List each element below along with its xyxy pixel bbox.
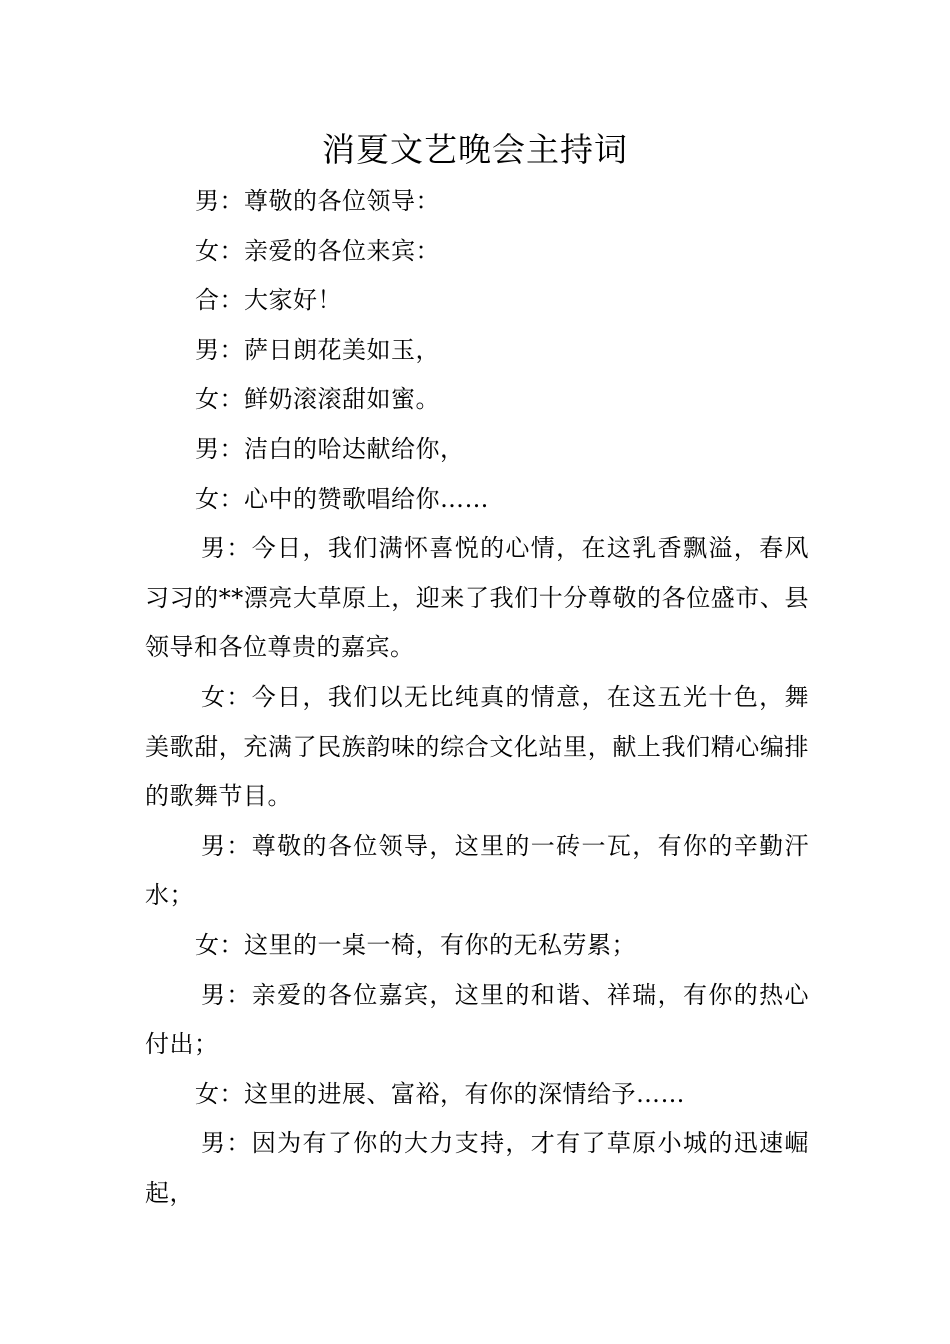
paragraph: 女：鲜奶滚滚甜如蜜。 — [195, 385, 440, 414]
paragraph: 女：亲爱的各位来宾： — [195, 236, 440, 265]
paragraph: 男：萨日朗花美如玉， — [195, 335, 440, 364]
paragraph: 男：洁白的哈达献给你， — [195, 434, 465, 463]
paragraph: 女：这里的进展、富裕，有你的深情给予…… — [195, 1079, 685, 1108]
paragraph: 女：心中的赞歌唱给你…… — [195, 484, 489, 513]
paragraph: 合：大家好！ — [195, 286, 342, 315]
paragraph: 女：这里的一桌一椅，有你的无私劳累； — [195, 930, 636, 959]
document-body — [145, 177, 809, 1218]
paragraph: 男：尊敬的各位领导： — [195, 187, 440, 215]
paragraph: 男：亲爱的各位嘉宾，这里的和谐、祥瑞，有你的热心付出； — [145, 980, 809, 1059]
paragraph: 男：尊敬的各位领导，这里的一砖一瓦，有你的辛勤汗水； — [145, 831, 809, 910]
paragraph: 女：今日，我们以无比纯真的情意，在这五光十色，舞美歌甜，充满了民族韵味的综合文化站里，献上我们精心编排的歌舞节目。 — [145, 682, 809, 811]
document-title: 消夏文艺晚会主持词 — [322, 130, 628, 169]
paragraph: 男：今日，我们满怀喜悦的心情，在这乳香飘溢，春风习习的**漂亮大草原上，迎来了我们十分尊敬的各位盛市、县领导和各位尊贵的嘉宾。 — [145, 534, 809, 662]
paragraph: 男：因为有了你的大力支持，才有了草原小城的迅速崛起， — [145, 1129, 809, 1207]
